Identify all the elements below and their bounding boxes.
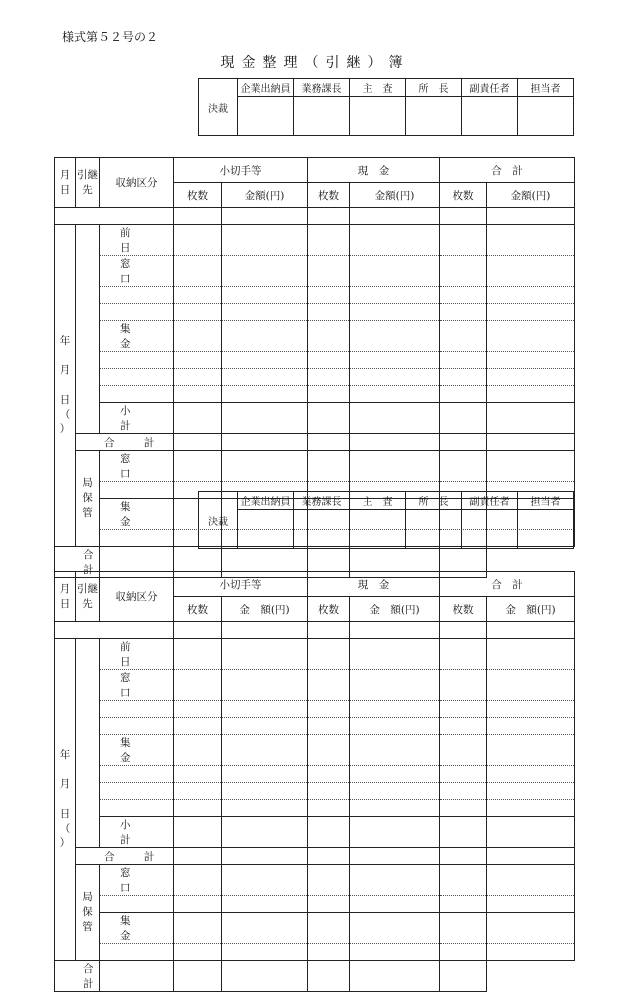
entry-cell[interactable] [222, 403, 308, 434]
header-total: 合 計 [440, 572, 575, 597]
entry-cell[interactable] [440, 735, 487, 766]
entry-cell[interactable] [174, 434, 222, 451]
bureau-column: 局 保 管 [76, 865, 100, 961]
entry-cell[interactable] [440, 287, 487, 304]
entry-cell[interactable] [308, 639, 350, 670]
entry-cell[interactable] [440, 865, 487, 896]
row-previous-day: 前 日 [100, 225, 174, 256]
entry-cell[interactable] [487, 225, 575, 256]
entry-cell[interactable] [308, 718, 350, 735]
entry-cell[interactable] [222, 622, 308, 639]
entry-cell[interactable] [487, 287, 575, 304]
approval-role: 主 査 [350, 79, 406, 97]
entry-cell[interactable] [308, 434, 350, 451]
entry-cell[interactable] [222, 848, 308, 865]
entry-cell[interactable] [308, 865, 350, 896]
entry-cell[interactable] [308, 256, 350, 287]
entry-cell[interactable] [222, 944, 308, 961]
entry-cell[interactable] [440, 304, 487, 321]
entry-cell[interactable] [350, 256, 440, 287]
entry-cell[interactable] [440, 369, 487, 386]
approval-role: 副責任者 [462, 79, 518, 97]
entry-cell[interactable] [487, 913, 575, 944]
entry-cell[interactable] [174, 304, 222, 321]
entry-cell[interactable] [222, 386, 308, 403]
stamp-cell[interactable] [518, 510, 574, 549]
approval-role: 所 長 [406, 492, 462, 510]
entry-cell[interactable] [350, 304, 440, 321]
entry-cell[interactable] [350, 913, 440, 944]
entry-cell[interactable] [350, 321, 440, 352]
header-amount: 金 額(円) [487, 597, 575, 622]
row-collection: 集 金 [100, 321, 174, 352]
entry-label [100, 352, 174, 369]
entry-cell[interactable] [440, 944, 487, 961]
entry-label [100, 530, 174, 547]
entry-cell[interactable] [350, 783, 440, 800]
entry-cell[interactable] [350, 639, 440, 670]
entry-label [100, 800, 174, 817]
entry-cell[interactable] [222, 208, 308, 225]
entry-cell[interactable] [174, 670, 222, 701]
entry-cell[interactable] [350, 403, 440, 434]
row-total: 合 計 [76, 848, 174, 865]
header-amount: 金額(円) [350, 183, 440, 208]
entry-cell[interactable] [308, 800, 350, 817]
entry-cell[interactable] [440, 817, 487, 848]
entry-cell[interactable] [487, 896, 575, 913]
entry-cell[interactable] [350, 817, 440, 848]
row-counter: 窓 口 [100, 670, 174, 701]
entry-cell[interactable] [174, 896, 222, 913]
stamp-cell[interactable] [518, 97, 574, 136]
entry-cell[interactable] [487, 208, 575, 225]
approval-box [198, 78, 574, 136]
entry-label [100, 386, 174, 403]
entry-label [100, 482, 174, 499]
header-date: 月日 [55, 572, 76, 622]
entry-cell[interactable] [487, 701, 575, 718]
entry-cell[interactable] [174, 718, 222, 735]
entry-cell[interactable] [222, 961, 308, 992]
entry-cell[interactable] [308, 304, 350, 321]
entry-cell[interactable] [487, 817, 575, 848]
entry-cell[interactable] [487, 451, 575, 482]
entry-cell[interactable] [487, 766, 575, 783]
stamp-cell[interactable] [294, 97, 350, 136]
entry-cell[interactable] [350, 225, 440, 256]
entry-cell[interactable] [222, 718, 308, 735]
entry-cell[interactable] [487, 865, 575, 896]
entry-cell[interactable] [440, 766, 487, 783]
entry-cell[interactable] [487, 434, 575, 451]
header-count: 枚数 [308, 183, 350, 208]
entry-cell[interactable] [350, 369, 440, 386]
row-subtotal: 小 計 [100, 403, 174, 434]
approval-role: 主 査 [350, 492, 406, 510]
row-counter: 窓 口 [100, 256, 174, 287]
row-bureau-counter: 窓 口 [100, 865, 174, 896]
entry-cell[interactable] [440, 321, 487, 352]
entry-cell[interactable] [440, 639, 487, 670]
header-amount: 金 額(円) [350, 597, 440, 622]
stamp-cell[interactable] [350, 97, 406, 136]
row-subtotal: 小 計 [100, 817, 174, 848]
entry-cell[interactable] [350, 287, 440, 304]
entry-cell[interactable] [174, 783, 222, 800]
header-cheque: 小切手等 [174, 158, 308, 183]
entry-cell[interactable] [308, 701, 350, 718]
header-amount: 金 額(円) [222, 597, 308, 622]
entry-label [100, 304, 174, 321]
header-category: 収納区分 [100, 158, 174, 208]
entry-cell[interactable] [174, 451, 222, 482]
entry-cell[interactable] [222, 735, 308, 766]
entry-cell[interactable] [174, 701, 222, 718]
entry-cell[interactable] [308, 451, 350, 482]
entry-cell[interactable] [350, 622, 440, 639]
entry-cell[interactable] [487, 670, 575, 701]
entry-cell[interactable] [487, 783, 575, 800]
entry-cell[interactable] [222, 783, 308, 800]
header-count: 枚数 [440, 183, 487, 208]
entry-cell[interactable] [222, 451, 308, 482]
entry-cell[interactable] [174, 256, 222, 287]
stamp-cell[interactable] [350, 510, 406, 549]
entry-label [100, 718, 174, 735]
entry-cell[interactable] [174, 766, 222, 783]
entry-cell[interactable] [308, 817, 350, 848]
entry-cell[interactable] [440, 670, 487, 701]
entry-cell[interactable] [174, 800, 222, 817]
entry-label [100, 287, 174, 304]
entry-cell[interactable] [440, 403, 487, 434]
form-number: 様式第５２号の２ [62, 30, 159, 44]
date-column: 年 月 日 （ ） [55, 225, 76, 547]
entry-cell[interactable] [222, 434, 308, 451]
header-total: 合 計 [440, 158, 575, 183]
entry-cell[interactable] [487, 403, 575, 434]
entry-cell[interactable] [308, 735, 350, 766]
entry-cell[interactable] [350, 800, 440, 817]
header-category: 収納区分 [100, 572, 174, 622]
entry-cell[interactable] [308, 386, 350, 403]
entry-cell[interactable] [222, 256, 308, 287]
header-cash: 現 金 [308, 572, 440, 597]
entry-cell[interactable] [174, 865, 222, 896]
entry-cell[interactable] [487, 321, 575, 352]
entry-cell[interactable] [222, 352, 308, 369]
entry-cell[interactable] [350, 386, 440, 403]
entry-cell[interactable] [440, 256, 487, 287]
entry-cell[interactable] [487, 369, 575, 386]
entry-cell[interactable] [487, 256, 575, 287]
approval-role: 担当者 [518, 79, 574, 97]
entry-cell[interactable] [440, 225, 487, 256]
entry-cell[interactable] [440, 701, 487, 718]
row-bureau-total: 合 計 [55, 547, 100, 578]
stamp-cell[interactable] [238, 97, 294, 136]
entry-cell[interactable] [174, 369, 222, 386]
successor-cell [76, 225, 100, 434]
approval-role: 企業出納員 [238, 492, 294, 510]
entry-cell[interactable] [308, 622, 350, 639]
entry-cell[interactable] [440, 208, 487, 225]
row-collection: 集 金 [100, 735, 174, 766]
entry-cell[interactable] [222, 913, 308, 944]
entry-cell[interactable] [222, 321, 308, 352]
entry-cell[interactable] [440, 848, 487, 865]
bureau-column: 局 保 管 [76, 451, 100, 547]
entry-cell[interactable] [174, 403, 222, 434]
row-bureau-collection: 集 金 [100, 913, 174, 944]
entry-cell[interactable] [308, 321, 350, 352]
entry-cell[interactable] [174, 944, 222, 961]
entry-cell[interactable] [440, 451, 487, 482]
entry-cell[interactable] [350, 718, 440, 735]
entry-cell[interactable] [222, 896, 308, 913]
entry-cell[interactable] [350, 434, 440, 451]
entry-cell[interactable] [440, 896, 487, 913]
successor-cell [76, 639, 100, 848]
entry-label [100, 783, 174, 800]
entry-cell[interactable] [308, 961, 350, 992]
entry-cell[interactable] [174, 208, 222, 225]
entry-cell[interactable] [308, 896, 350, 913]
row-previous-day: 前 日 [100, 639, 174, 670]
entry-cell[interactable] [222, 369, 308, 386]
entry-cell[interactable] [222, 670, 308, 701]
entry-label [100, 766, 174, 783]
header-count: 枚数 [174, 183, 222, 208]
row-bureau-total: 合 計 [55, 961, 100, 992]
entry-cell[interactable] [308, 913, 350, 944]
entry-cell[interactable] [222, 800, 308, 817]
entry-cell[interactable] [350, 208, 440, 225]
entry-cell[interactable] [222, 639, 308, 670]
entry-cell[interactable] [174, 386, 222, 403]
entry-cell[interactable] [308, 352, 350, 369]
header-amount: 金額(円) [222, 183, 308, 208]
stamp-cell[interactable] [462, 97, 518, 136]
entry-cell[interactable] [174, 639, 222, 670]
entry-cell[interactable] [308, 208, 350, 225]
entry-cell[interactable] [440, 961, 487, 992]
entry-cell[interactable] [487, 800, 575, 817]
entry-cell[interactable] [222, 817, 308, 848]
entry-cell[interactable] [487, 944, 575, 961]
entry-cell[interactable] [350, 961, 440, 992]
entry-cell[interactable] [222, 701, 308, 718]
entry-label [100, 369, 174, 386]
approval-role: 企業出納員 [238, 79, 294, 97]
entry-cell[interactable] [440, 718, 487, 735]
approval-role: 所 長 [406, 79, 462, 97]
entry-cell[interactable] [174, 817, 222, 848]
entry-cell[interactable] [222, 304, 308, 321]
stamp-cell[interactable] [294, 510, 350, 549]
header-successor: 引継先 [76, 158, 100, 208]
entry-cell[interactable] [350, 670, 440, 701]
ledger-table [54, 571, 574, 992]
entry-cell[interactable] [308, 369, 350, 386]
entry-cell[interactable] [174, 735, 222, 766]
entry-cell[interactable] [174, 848, 222, 865]
stamp-cell[interactable] [462, 510, 518, 549]
entry-cell[interactable] [174, 287, 222, 304]
entry-cell[interactable] [350, 735, 440, 766]
entry-cell[interactable] [308, 670, 350, 701]
entry-cell[interactable] [487, 735, 575, 766]
approval-role: 業務課長 [294, 79, 350, 97]
entry-cell[interactable] [440, 352, 487, 369]
header-count: 枚数 [440, 597, 487, 622]
entry-label [55, 622, 174, 639]
entry-cell[interactable] [308, 944, 350, 961]
row-total: 合 計 [76, 434, 174, 451]
entry-cell[interactable] [350, 865, 440, 896]
stamp-cell[interactable] [406, 510, 462, 549]
entry-cell[interactable] [487, 304, 575, 321]
header-count: 枚数 [174, 597, 222, 622]
entry-cell[interactable] [222, 766, 308, 783]
stamp-cell[interactable] [238, 510, 294, 549]
entry-cell[interactable] [308, 848, 350, 865]
entry-cell[interactable] [487, 848, 575, 865]
date-column: 年 月 日 （ ） [55, 639, 76, 961]
entry-cell[interactable] [440, 434, 487, 451]
entry-cell[interactable] [350, 352, 440, 369]
entry-cell[interactable] [487, 718, 575, 735]
approval-role: 業務課長 [294, 492, 350, 510]
entry-cell[interactable] [440, 800, 487, 817]
approval-label: 決裁 [199, 492, 238, 549]
entry-cell[interactable] [308, 225, 350, 256]
stamp-cell[interactable] [406, 97, 462, 136]
approval-role: 副責任者 [462, 492, 518, 510]
entry-label [100, 944, 174, 961]
entry-cell[interactable] [308, 287, 350, 304]
entry-cell[interactable] [174, 225, 222, 256]
document-title: 現金整理（引継）簿 [220, 55, 410, 71]
row-bureau-counter: 窓 口 [100, 451, 174, 482]
entry-cell[interactable] [487, 622, 575, 639]
header-date: 月日 [55, 158, 76, 208]
entry-cell[interactable] [350, 766, 440, 783]
entry-cell[interactable] [174, 622, 222, 639]
entry-cell[interactable] [222, 287, 308, 304]
entry-cell[interactable] [100, 961, 174, 992]
entry-cell[interactable] [440, 386, 487, 403]
entry-cell[interactable] [350, 896, 440, 913]
header-cheque: 小切手等 [174, 572, 308, 597]
entry-cell[interactable] [487, 352, 575, 369]
entry-cell[interactable] [308, 783, 350, 800]
header-count: 枚数 [308, 597, 350, 622]
entry-cell[interactable] [222, 225, 308, 256]
entry-cell[interactable] [174, 352, 222, 369]
entry-label [100, 896, 174, 913]
entry-cell[interactable] [440, 622, 487, 639]
entry-cell[interactable] [174, 321, 222, 352]
entry-label [55, 208, 174, 225]
entry-cell[interactable] [350, 848, 440, 865]
entry-cell[interactable] [487, 386, 575, 403]
approval-label: 決裁 [199, 79, 238, 136]
entry-cell[interactable] [308, 766, 350, 783]
entry-cell[interactable] [487, 639, 575, 670]
entry-cell[interactable] [222, 865, 308, 896]
header-cash: 現 金 [308, 158, 440, 183]
entry-cell[interactable] [350, 701, 440, 718]
entry-cell[interactable] [174, 961, 222, 992]
entry-cell[interactable] [440, 913, 487, 944]
header-successor: 引継先 [76, 572, 100, 622]
approval-box [198, 491, 574, 549]
entry-label [100, 701, 174, 718]
entry-cell[interactable] [440, 783, 487, 800]
entry-cell[interactable] [350, 944, 440, 961]
row-bureau-collection: 集 金 [100, 499, 174, 530]
entry-cell[interactable] [308, 403, 350, 434]
header-amount: 金額(円) [487, 183, 575, 208]
entry-cell[interactable] [174, 913, 222, 944]
approval-role: 担当者 [518, 492, 574, 510]
entry-cell[interactable] [350, 451, 440, 482]
